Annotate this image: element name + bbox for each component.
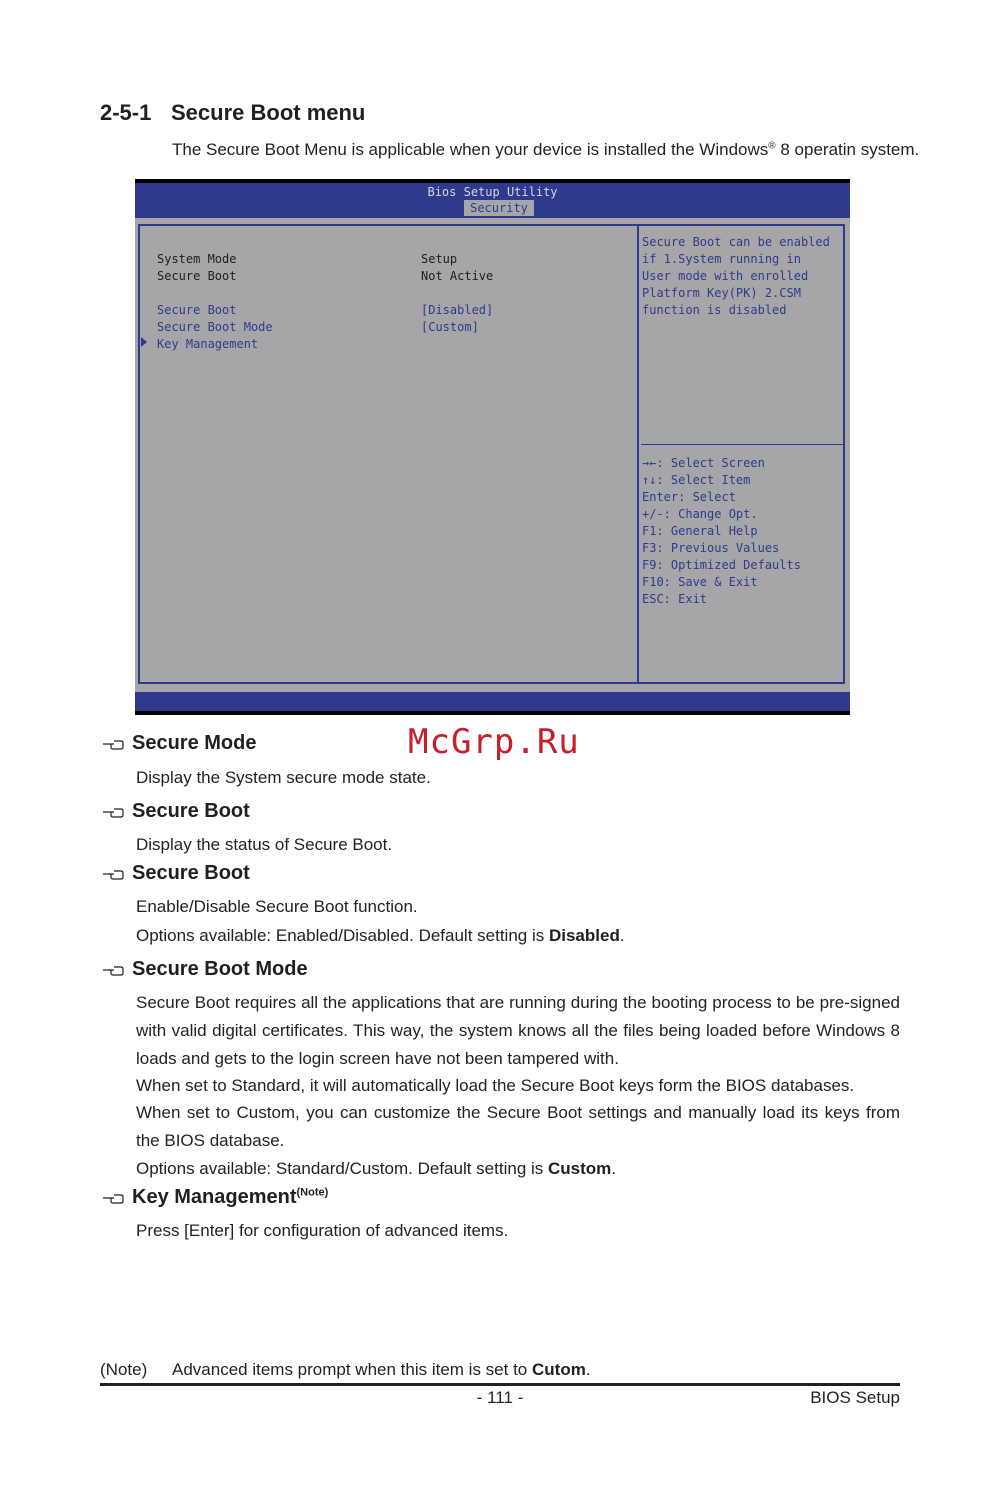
- bios-value-secure-boot[interactable]: [Disabled]: [421, 303, 494, 317]
- bios-option-secure-boot[interactable]: Secure Boot: [157, 303, 237, 317]
- bios-value-system-mode: Setup: [421, 252, 458, 266]
- pointing-hand-icon: [102, 806, 124, 820]
- intro-text: The Secure Boot Menu is applicable when your device is installed the Windows® 8 operatin system.: [172, 140, 920, 159]
- item-heading-secure-boot: Secure Boot: [132, 862, 250, 884]
- note-label: (Note): [100, 1360, 148, 1379]
- bios-key-hint: Enter: Select: [642, 490, 736, 504]
- bios-help-line: Secure Boot can be enabled: [642, 235, 830, 249]
- bios-key-hint: F3: Previous Values: [642, 541, 780, 555]
- pointing-hand-icon: [102, 868, 124, 882]
- item-heading-secure-boot-status: Secure Boot: [132, 800, 250, 822]
- bios-title: Bios Setup Utility: [427, 185, 558, 199]
- bios-key-hint: F10: Save & Exit: [642, 575, 758, 589]
- bios-key-hint: ↑↓: Select Item: [642, 473, 751, 487]
- footer-divider: [100, 1383, 900, 1386]
- bios-key-hint: F9: Optimized Defaults: [642, 558, 801, 572]
- bios-option-secure-boot-mode[interactable]: Secure Boot Mode: [157, 320, 273, 334]
- watermark: McGrp.Ru: [408, 722, 580, 762]
- bios-value-secure-boot-status: Not Active: [421, 269, 494, 283]
- bios-label-system-mode: System Mode: [157, 252, 237, 266]
- item-heading-key-management: Key Management$^{(Note)}$: [132, 1186, 329, 1208]
- bios-option-key-management[interactable]: Key Management: [157, 337, 259, 351]
- item-description: When set to Custom, you can customize the Secure Boot settings and manually load its keys from the BIOS database.: [136, 1103, 900, 1150]
- bios-help-line: if 1.System running in: [642, 252, 801, 266]
- bios-help-divider: [641, 444, 843, 445]
- pointing-hand-icon: [102, 1192, 124, 1206]
- item-description: Display the status of Secure Boot.: [136, 835, 393, 854]
- page-number: - 111 -: [476, 1388, 524, 1407]
- bios-key-hint: ESC: Exit: [642, 592, 708, 606]
- bios-help-line: User mode with enrolled: [642, 269, 809, 283]
- item-options: Options available: Enabled/Disabled. Default setting is Disabled.: [136, 926, 625, 945]
- footer-section-name: BIOS Setup: [810, 1388, 900, 1407]
- bios-label-secure-boot-status: Secure Boot: [157, 269, 237, 283]
- bios-key-hint: F1: General Help: [642, 524, 758, 538]
- bios-key-hint: →←: Select Screen: [642, 456, 765, 470]
- bios-tab-security[interactable]: Security: [464, 200, 534, 216]
- section-title: Secure Boot menu: [171, 100, 366, 125]
- note-text: Advanced items prompt when this item is set to Cutom.: [172, 1360, 591, 1379]
- submenu-arrow-icon: [141, 337, 147, 347]
- bios-help-line: function is disabled: [642, 303, 787, 317]
- section-number: 2-5-1: [100, 100, 152, 125]
- item-description: Press [Enter] for configuration of advanced items.: [136, 1221, 509, 1240]
- item-description: Display the System secure mode state.: [136, 768, 431, 787]
- bios-screen: [135, 179, 850, 715]
- bios-footer-bar: [135, 692, 850, 715]
- bios-key-hint: +/-: Change Opt.: [642, 507, 758, 521]
- item-description: When set to Standard, it will automatically load the Secure Boot keys form the BIOS databases.: [136, 1076, 855, 1095]
- pointing-hand-icon: [102, 738, 124, 752]
- item-options: Options available: Standard/Custom. Default setting is Custom.: [136, 1159, 617, 1178]
- item-description: Secure Boot requires all the applications that are running during the booting process to be pre-signed with valid digital certificates. This way, the system knows all the files being loaded before Windows 8 loads and gets to the login screen have not been tampered with.: [136, 993, 900, 1068]
- pointing-hand-icon: [102, 964, 124, 978]
- bios-help-line: Platform Key(PK) 2.CSM: [642, 286, 801, 300]
- bios-value-secure-boot-mode[interactable]: [Custom]: [421, 320, 479, 334]
- item-heading-secure-boot-mode: Secure Boot Mode: [132, 958, 308, 980]
- bios-panel-divider: [637, 224, 639, 684]
- item-description: Enable/Disable Secure Boot function.: [136, 897, 418, 916]
- item-heading-secure-mode: Secure Mode: [132, 732, 257, 754]
